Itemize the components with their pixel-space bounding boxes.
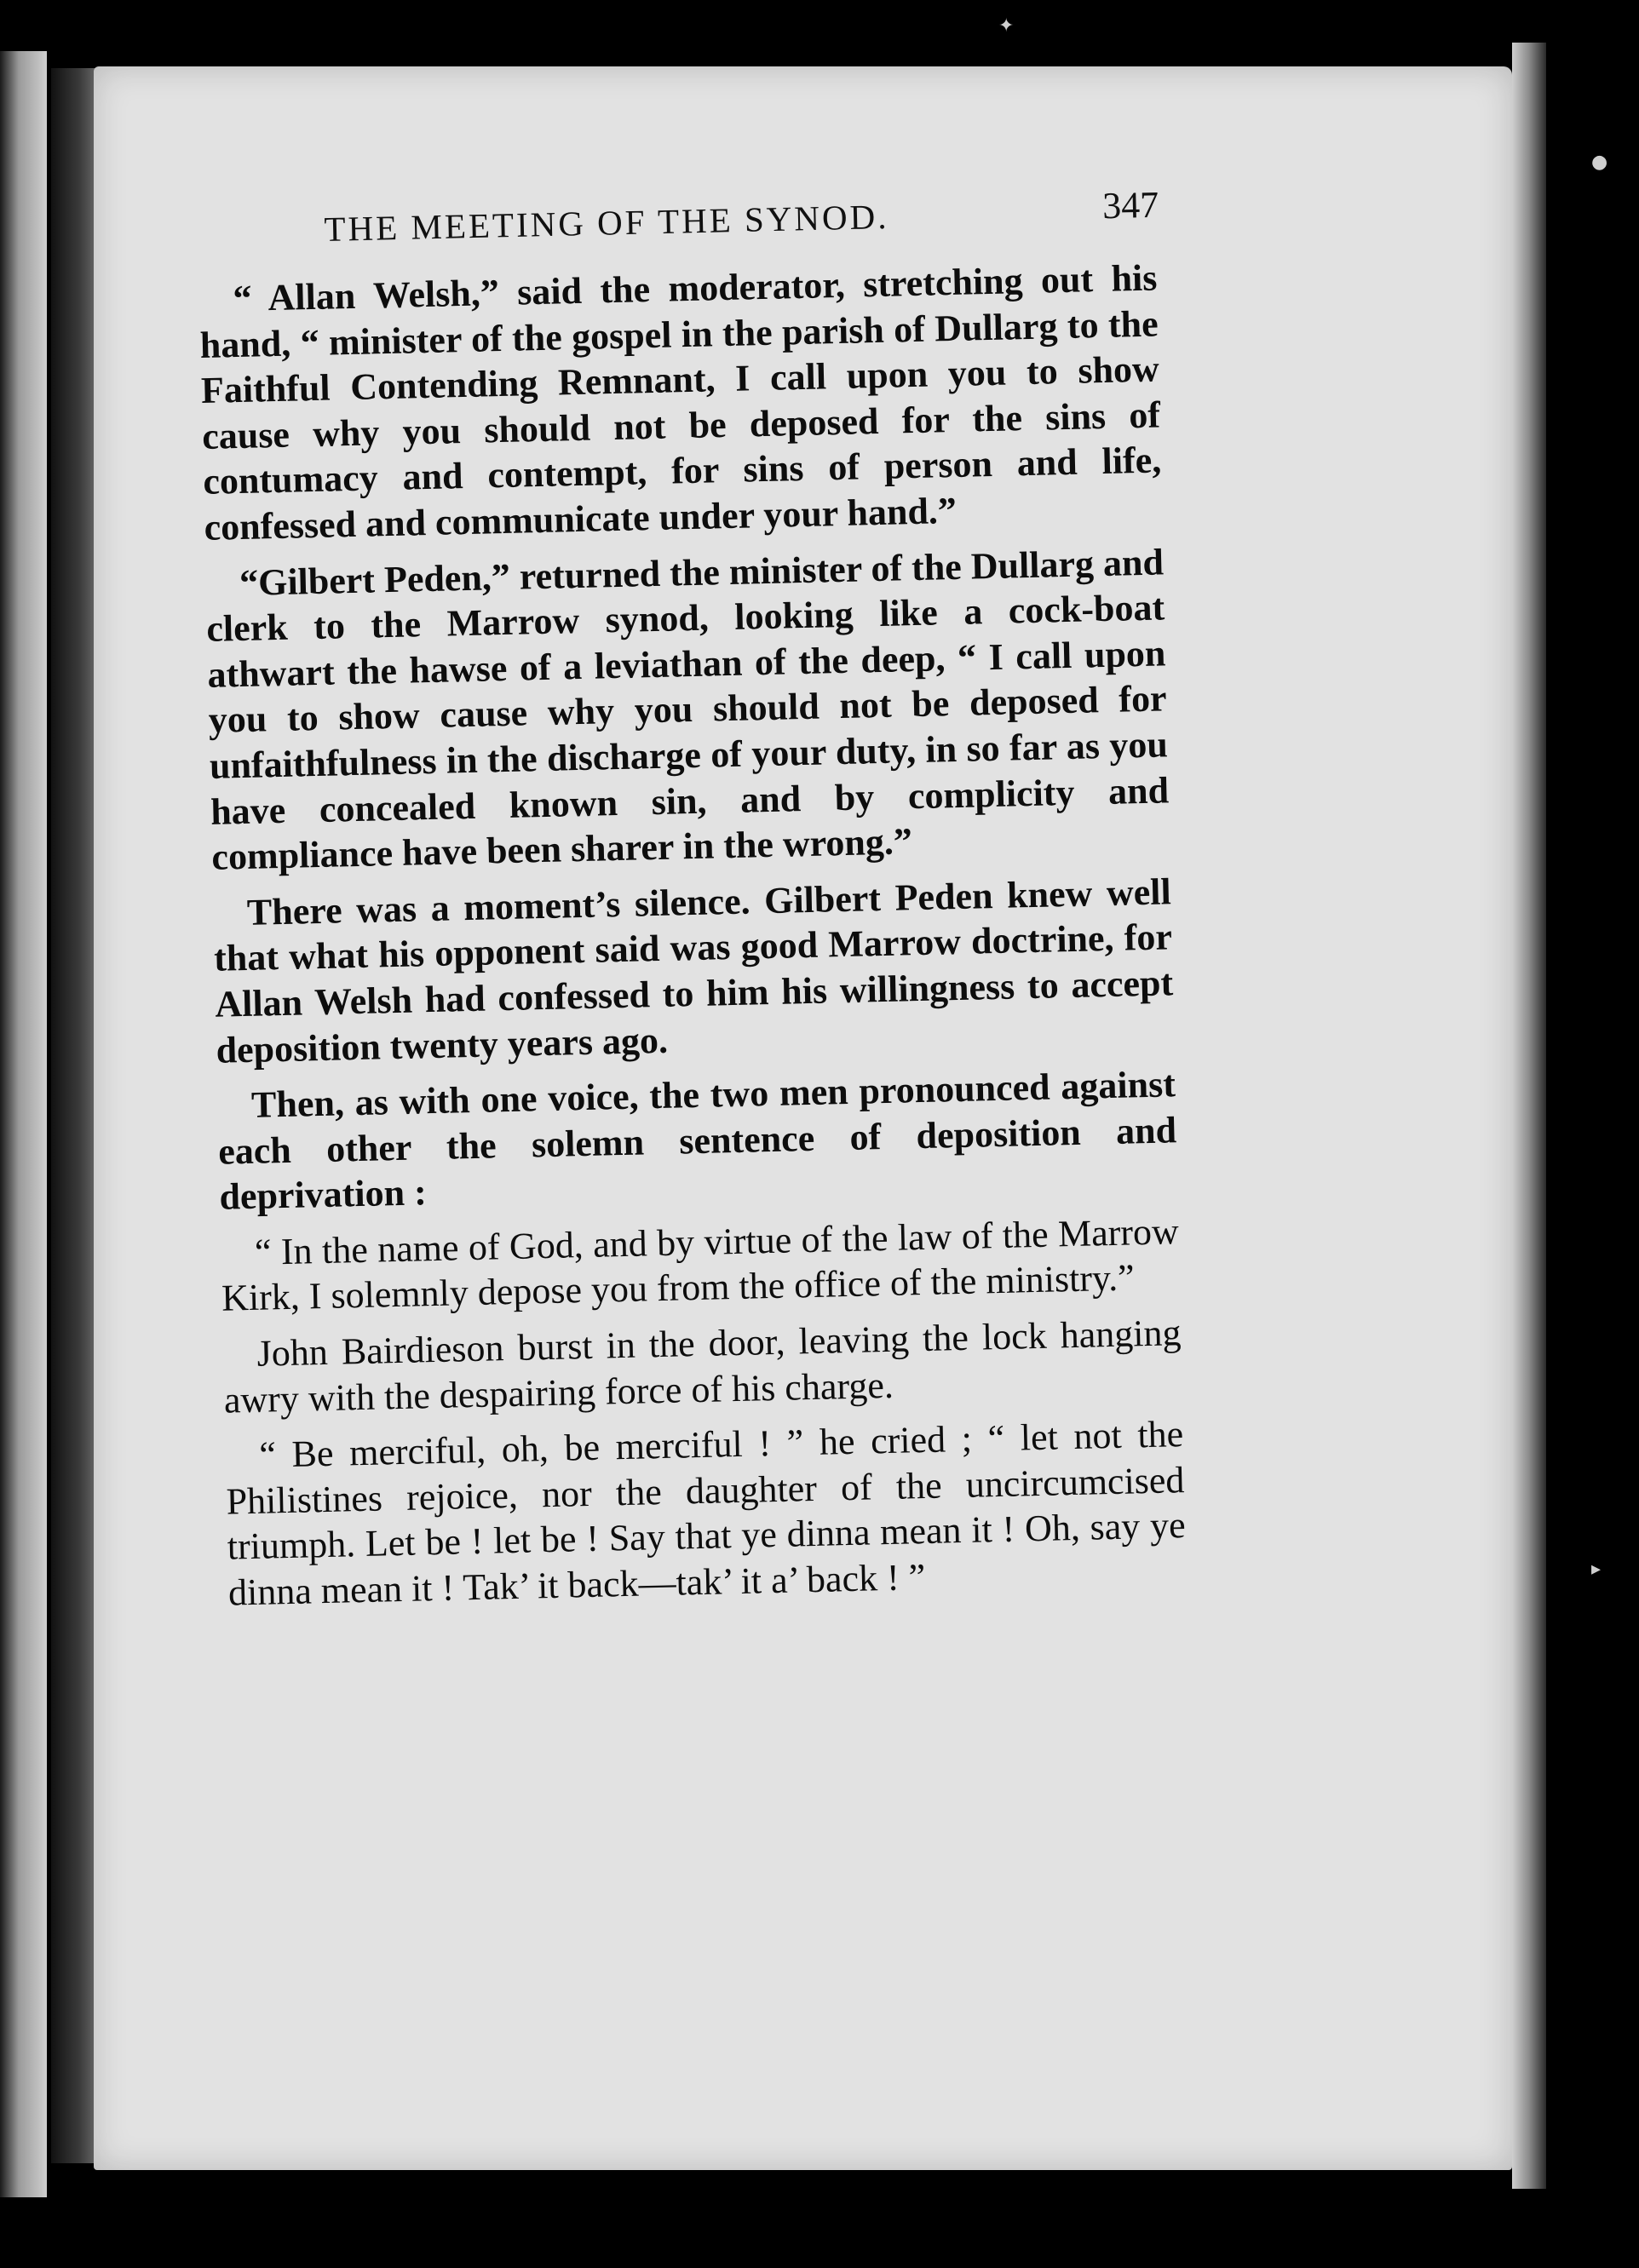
paragraph: “ In the name of God, and by virtue of the law of the Marrow Kirk, I solemnly depose you from the office of the ministry.”: [221, 1210, 1180, 1320]
scan-speck: ●: [1591, 152, 1608, 173]
paragraph: “ Be merciful, oh, be merciful ! ” he cried ; “ let not the Philistines rejoice, nor the daughter of the uncircumcised triumph. Let be ! let be ! Say that ye dinna mean it ! Oh, say ye dinna mean it ! Tak’ it back—tak’ it a’ back ! ”: [226, 1413, 1187, 1614]
paragraph: “ Allan Welsh,” said the moderator, stretching out his hand, “ minister of the gospel in the parish of Dullarg to the Faithful Contending Remnant, I call upon you to show cause why you should not be deposed for the sins of contumacy and contempt, for sins of person and life, confessed and communicate under your hand.”: [199, 256, 1162, 548]
book-spine: [51, 68, 98, 2163]
chapter-title: THE MEETING OF THE SYNOD.: [324, 196, 889, 249]
paragraph: There was a moment’s silence. Gilbert Peden knew well that what his opponent said was good Marrow doctrine, for Allan Welsh had confessed to him his willingness to accept deposition twenty years ago.: [213, 870, 1174, 1071]
body-text: [198, 255, 1188, 1626]
left-page-edge: [0, 51, 47, 2197]
paragraph: “Gilbert Peden,” returned the minister of the Dullarg and clerk to the Marrow synod, looking like a cock-boat athwart the hawse of a leviathan of the deep, “ I call upon you to show cause why you should not be deposed for unfaithfulness in the discharge of your duty, in so far as you have concealed known sin, and by complicity and compliance have been sharer in the wrong.”: [205, 540, 1170, 878]
right-page-edges: [1512, 43, 1546, 2189]
page-number: 347: [1101, 183, 1159, 227]
scan-speck: ✦: [998, 15, 1015, 37]
scan-speck: ▸: [1591, 1559, 1602, 1580]
paragraph: Then, as with one voice, the two men pronounced against each other the solemn sentence of deposition and deprivation :: [217, 1063, 1177, 1218]
paragraph: John Bairdieson burst in the door, leaving the lock hanging awry with the despairing force of his charge.: [223, 1312, 1182, 1421]
